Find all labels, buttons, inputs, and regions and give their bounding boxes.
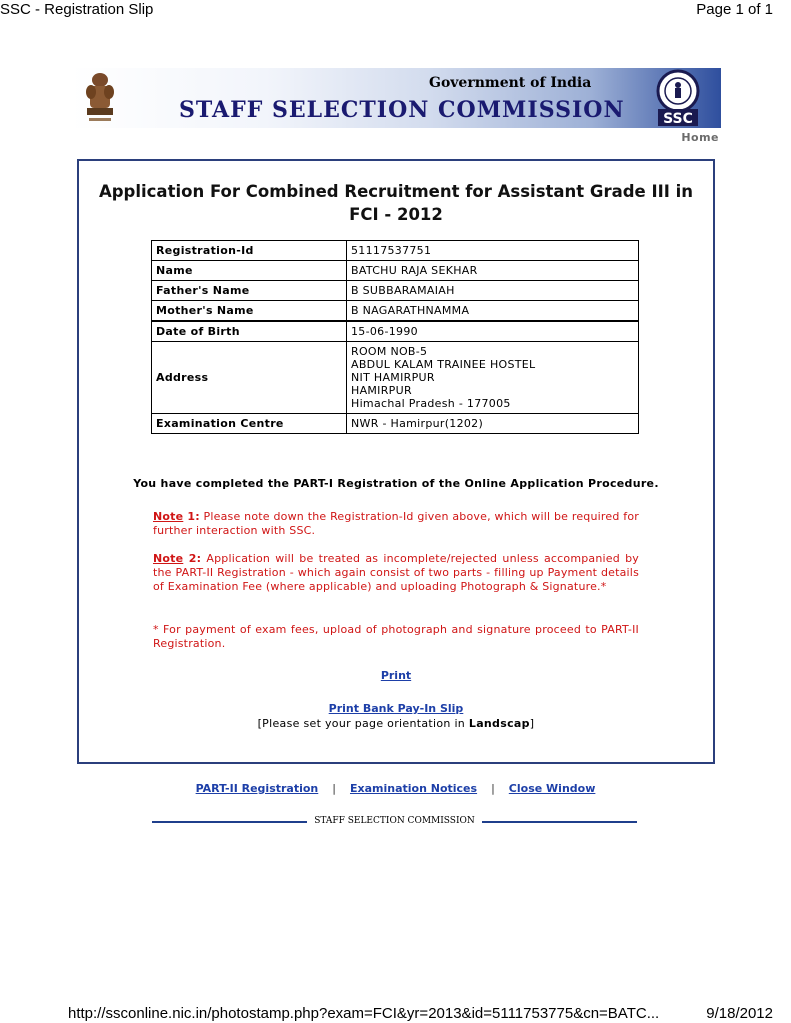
close-window-link[interactable]: Close Window (508, 782, 596, 795)
note-1-label: Note (153, 510, 184, 523)
note-2 (153, 552, 639, 594)
orientation-prefix: [Please set your page orientation in (257, 717, 469, 730)
field-value: 15-06-1990 (347, 321, 639, 342)
field-value: 51117537751 (347, 241, 639, 261)
table-row (152, 321, 639, 342)
government-of-india-heading: Government of India (429, 75, 592, 91)
print-footer (0, 1004, 791, 1023)
separator: | (491, 782, 495, 795)
table-row (152, 261, 639, 281)
print-page-number: Page 1 of 1 (696, 1, 773, 18)
ssc-logo-text: SSC (663, 111, 693, 127)
field-label: Name (152, 261, 347, 281)
print-url: http://ssconline.nic.in/photostamp.php?exam=FCI&yr=2013&id=5111753775&cn=BATC... (68, 1005, 660, 1022)
print-bank-slip-link[interactable]: Print Bank Pay-In Slip (328, 702, 464, 715)
print-header (0, 0, 791, 20)
application-title (79, 180, 713, 226)
note-2-label: Note (153, 552, 184, 565)
separator: | (332, 782, 336, 795)
print-page-title: SSC - Registration Slip (0, 1, 154, 18)
orientation-suffix: ] (529, 717, 535, 730)
field-label: Registration-Id (152, 241, 347, 261)
table-row (152, 281, 639, 301)
application-title-line1: Application For Combined Recruitment for Assistant Grade III in (98, 182, 694, 201)
print-section (79, 669, 713, 682)
table-row (152, 301, 639, 322)
table-row (152, 414, 639, 434)
registration-slip-panel (77, 159, 715, 764)
note-1-text: Please note down the Registration-Id given above, which will be required for further interaction with SSC. (153, 510, 639, 537)
completion-message: You have completed the PART-I Registration of the Online Application Procedure. (133, 477, 659, 490)
home-link[interactable]: Home (681, 131, 719, 144)
print-link[interactable]: Print (380, 669, 412, 682)
field-label: Date of Birth (152, 321, 347, 342)
part2-registration-link[interactable]: PART-II Registration (195, 782, 319, 795)
field-value: B SUBBARAMAIAH (347, 281, 639, 301)
field-label: Address (152, 342, 347, 414)
table-row (152, 241, 639, 261)
divider-line-right (482, 821, 637, 823)
application-title-line2: FCI - 2012 (349, 205, 443, 224)
note-1-number: 1: (183, 510, 200, 523)
divider-text: STAFF SELECTION COMMISSION (314, 816, 475, 826)
footer-divider (152, 816, 637, 826)
address-line: ABDUL KALAM TRAINEE HOSTEL (351, 358, 536, 371)
address-line: Himachal Pradesh - 177005 (351, 397, 511, 410)
note-2-number: 2: (183, 552, 202, 565)
field-label: Examination Centre (152, 414, 347, 434)
note-1 (153, 510, 639, 538)
ssc-logo-icon (655, 69, 701, 127)
orientation-hint (79, 717, 713, 730)
field-value: BATCHU RAJA SEKHAR (347, 261, 639, 281)
print-date: 9/18/2012 (706, 1005, 773, 1022)
national-emblem-icon (81, 70, 119, 126)
note-2-text: Application will be treated as incomplete/rejected unless accompanied by the PART-II Registration - which again consist of two parts - filling up Payment details of Examination Fee (where applicable) and uploading Photograph & Signature.* (153, 552, 639, 593)
ssc-banner (71, 68, 721, 128)
bottom-nav (0, 782, 791, 795)
address-line: NIT HAMIRPUR (351, 371, 435, 384)
applicant-details-table (151, 240, 639, 434)
field-label: Mother's Name (152, 301, 347, 322)
table-row (152, 342, 639, 414)
address-value (347, 342, 639, 414)
examination-notices-link[interactable]: Examination Notices (349, 782, 478, 795)
field-value: NWR - Hamirpur(1202) (347, 414, 639, 434)
orientation-bold: Landscap (468, 717, 530, 730)
footnote: * For payment of exam fees, upload of photograph and signature proceed to PART-II Registration. (153, 623, 639, 650)
field-label: Father's Name (152, 281, 347, 301)
address-line: HAMIRPUR (351, 384, 412, 397)
field-value: B NAGARATHNAMMA (347, 301, 639, 322)
commission-title: STAFF SELECTION COMMISSION (179, 97, 625, 123)
bank-slip-section (79, 702, 713, 715)
address-line: ROOM NOB-5 (351, 345, 428, 358)
